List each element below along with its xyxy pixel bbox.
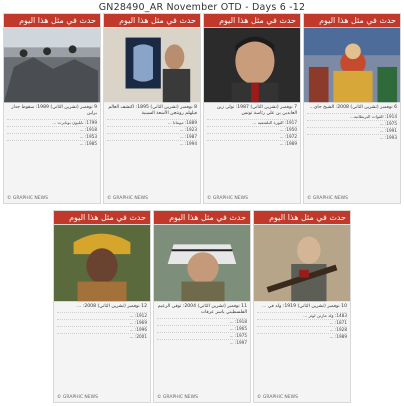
card-entries <box>204 118 300 148</box>
entry: 1912: ... <box>57 312 147 319</box>
entry: 1799: نابليون بونابرت ... <box>7 119 97 126</box>
card-entries <box>104 118 200 148</box>
entry: 1953: ... <box>7 133 97 140</box>
entry: 1991: ... <box>307 127 397 134</box>
card-caption: 12 نوفمبر (تشرين الثاني) 2008: ... <box>76 304 147 309</box>
entry: 1997: ... <box>157 339 247 346</box>
entry: 1965: ... <box>157 325 247 332</box>
berlin-wall-photo-icon <box>4 27 100 103</box>
entry: 1975: ... <box>307 120 397 127</box>
card-photo <box>4 27 100 103</box>
card-caption: 11 نوفمبر (تشرين الثاني) 2004: توفي الزعيم الفلسطيني ياسر عرفات <box>157 304 247 315</box>
card-entries <box>54 311 150 341</box>
card-caption: 6 نوفمبر (تشرين الثاني) 2008: الشيخ جاي... <box>309 105 397 110</box>
entry: 1483: ولد مارتن لوثر ... <box>257 312 347 319</box>
card-caption: 7 نوفمبر (تشرين الثاني) 1987: تولى زين العابدين بن علي رئاسة تونس <box>216 105 297 116</box>
day-card-9 <box>3 13 101 204</box>
entry: 1996: ... <box>57 326 147 333</box>
xray-photo-icon <box>104 27 200 103</box>
card-caption: 8 نوفمبر (تشرين الثاني) 1895: اكتشف العالم فيلهلم رونتجن الأشعة السينية <box>108 105 197 116</box>
entry: 2001: ... <box>57 333 147 340</box>
card-header: حدث في مثل هذا اليوم <box>104 14 200 27</box>
card-caption: 9 نوفمبر (تشرين الثاني) 1989: سقوط جدار برلين <box>11 105 97 116</box>
entry: 1914: القوات البريطانية... <box>307 113 397 120</box>
page-title: GN28490_AR November OTD - Days 6 -12 <box>98 2 306 13</box>
card-photo <box>254 224 350 302</box>
day-card-7 <box>203 13 301 204</box>
card-header: حدث في مثل هذا اليوم <box>254 211 350 224</box>
credit-text: © GRAPHIC NEWS <box>107 196 148 201</box>
card-entries <box>304 112 400 142</box>
card-caption: 10 نوفمبر (تشرين الثاني) 1919: ولد في ... <box>261 304 347 309</box>
credit-text: © GRAPHIC NEWS <box>207 196 248 201</box>
entry: 1918: ... <box>157 318 247 325</box>
card-photo <box>204 27 300 103</box>
day-card-12 <box>53 210 151 403</box>
card-photo <box>104 27 200 103</box>
entry: 1928: ... <box>257 326 347 333</box>
card-header: حدث في مثل هذا اليوم <box>204 14 300 27</box>
entry: 1923: ... <box>107 126 197 133</box>
entry: 1989: ... <box>257 333 347 340</box>
day-card-6 <box>303 13 401 204</box>
entry: 1975: ... <box>157 332 247 339</box>
day-card-10 <box>253 210 351 403</box>
entry: 1989: ... <box>207 140 297 147</box>
entry: 1972: ... <box>207 133 297 140</box>
credit-text: © GRAPHIC NEWS <box>257 395 298 400</box>
card-photo <box>54 224 150 302</box>
entry: 1917: الثورة البلشفية ... <box>207 119 297 126</box>
entry: 1987: ... <box>107 133 197 140</box>
day-card-8 <box>103 13 201 204</box>
card-header: حدث في مثل هذا اليوم <box>54 211 150 224</box>
credit-text: © GRAPHIC NEWS <box>157 395 198 400</box>
leader-photo-icon <box>154 224 250 302</box>
card-entries <box>154 317 250 347</box>
card-header: حدث في مثل هذا اليوم <box>154 211 250 224</box>
credit-text: © GRAPHIC NEWS <box>7 196 48 201</box>
card-photo <box>304 27 400 103</box>
card-photo <box>154 224 250 302</box>
credit-text: © GRAPHIC NEWS <box>57 395 98 400</box>
rifle-photo-icon <box>254 224 350 302</box>
entry: 1969: ... <box>57 319 147 326</box>
card-header: حدث في مثل هذا اليوم <box>304 14 400 27</box>
day-card-11 <box>153 210 251 403</box>
credit-text: © GRAPHIC NEWS <box>307 196 348 201</box>
entry: 1889: مونتانا ... <box>107 119 197 126</box>
child-portrait-photo-icon <box>54 224 150 302</box>
entry: 1950: ... <box>207 126 297 133</box>
portrait-photo-icon <box>204 27 300 103</box>
entry: 1994: ... <box>107 140 197 147</box>
entry: 1993: ... <box>307 134 397 141</box>
parade-photo-icon <box>304 27 400 103</box>
entry: 1871: ... <box>257 319 347 326</box>
card-header: حدث في مثل هذا اليوم <box>4 14 100 27</box>
entry: 1985: ... <box>7 140 97 147</box>
entry: 1918: ... <box>7 126 97 133</box>
card-entries <box>254 311 350 341</box>
card-entries <box>4 118 100 148</box>
